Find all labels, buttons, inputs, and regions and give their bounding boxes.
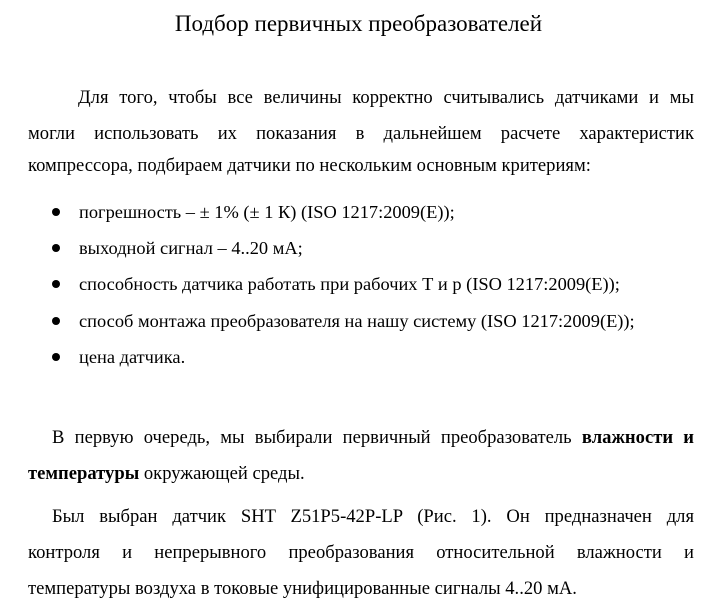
sensor-line-3: температуры воздуха в токовые унифицированные сигналы 4..20 мА. — [28, 578, 577, 599]
sensor-paragraph — [28, 499, 694, 607]
criterion-text: способ монтажа преобразователя на нашу систему (ISO 1217:2009(E)); — [79, 310, 635, 331]
humidity-line-2-text: окружающей среды. — [139, 463, 305, 484]
sensor-line-1: Был выбран датчик SHT Z51P5-42P-LP (Рис. 1). Он предназначен для — [52, 506, 694, 527]
intro-line-1: Для того, чтобы все величины корректно считывались датчиками и мы — [78, 87, 694, 108]
criteria-list — [0, 194, 717, 375]
bullet-icon — [52, 317, 60, 325]
list-item — [0, 339, 717, 375]
bullet-icon — [52, 244, 60, 252]
bullet-icon — [52, 353, 60, 361]
intro-line-3: компрессора, подбираем датчики по нескольким основным критериям: — [28, 155, 591, 176]
humidity-paragraph — [28, 420, 694, 492]
criterion-text: способность датчика работать при рабочих Т и р (ISO 1217:2009(E)); — [79, 274, 620, 295]
document-title: Подбор первичных преобразователей — [174, 11, 543, 36]
intro-line-2: могли использовать их показания в дальнейшем расчете характеристик — [28, 123, 694, 144]
humidity-line-1 — [28, 420, 694, 456]
list-item — [0, 194, 717, 230]
criterion-text: погрешность – ± 1% (± 1 К) (ISO 1217:2009(E)); — [79, 202, 455, 222]
criterion-text: цена датчика. — [79, 346, 186, 367]
bullet-icon — [52, 208, 60, 216]
list-item — [0, 266, 717, 302]
criterion-text: выходной сигнал – 4..20 мА; — [79, 238, 303, 259]
list-item — [0, 230, 717, 266]
list-item — [0, 303, 717, 339]
intro-paragraph — [28, 80, 694, 184]
sensor-line-2: контроля и непрерывного преобразования относительной влажности и — [28, 542, 694, 563]
humidity-bold-term: влажности и — [581, 427, 694, 448]
humidity-line-1-text: В первую очередь, мы выбирали первичный преобразователь — [52, 427, 582, 448]
humidity-line-2 — [28, 456, 694, 492]
bullet-icon — [52, 280, 60, 288]
temperature-bold-term: температуры — [28, 463, 140, 484]
